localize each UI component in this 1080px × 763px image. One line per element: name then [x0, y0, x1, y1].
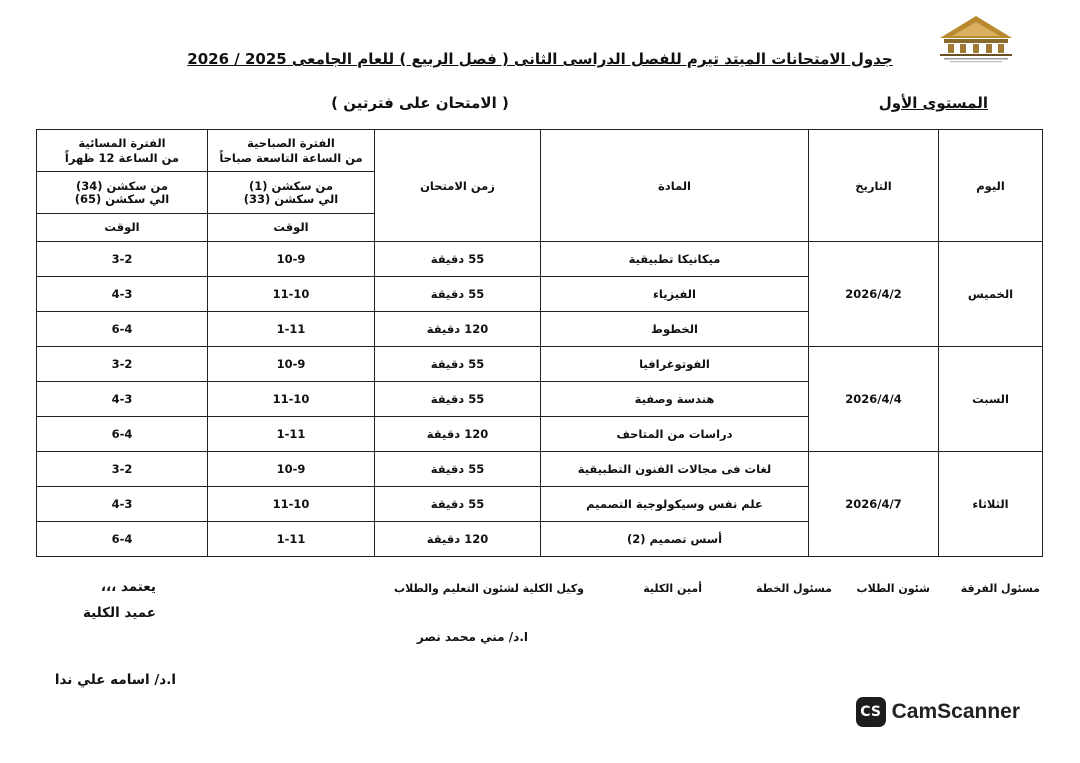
- header-day: اليوم: [939, 130, 1043, 242]
- evening-sections-from: من سكشن (34): [75, 178, 169, 193]
- evening-time-cell: 6-4: [37, 417, 208, 452]
- morning-sections: [208, 172, 375, 214]
- subject-cell: الخطوط: [541, 312, 809, 347]
- evening-time-cell: 4-3: [37, 277, 208, 312]
- header-subject: المادة: [541, 130, 809, 242]
- day-cell: السبت: [939, 347, 1043, 452]
- duration-cell: 120 دقيقة: [375, 312, 541, 347]
- duration-cell: 55 دقيقة: [375, 487, 541, 522]
- subject-cell: هندسة وصفية: [541, 382, 809, 417]
- morning-time-cell: 10-9: [208, 242, 375, 277]
- duration-cell: 55 دقيقة: [375, 452, 541, 487]
- faculty-secretary-signature: أمين الكلية: [643, 582, 702, 595]
- morning-time-cell: 1-11: [208, 312, 375, 347]
- evening-title: الفترة المسائية: [78, 135, 166, 150]
- subject-cell: لغات فى مجالات الفنون التطبيقية: [541, 452, 809, 487]
- morning-sections-from: من سكشن (1): [248, 178, 334, 193]
- morning-time-cell: 10-9: [208, 452, 375, 487]
- subject-cell: دراسات من المتاحف: [541, 417, 809, 452]
- faculty-logo: [930, 12, 1022, 64]
- date-cell: 2026/4/4: [809, 347, 939, 452]
- header-date: التاريخ: [809, 130, 939, 242]
- evening-sections: [37, 172, 208, 214]
- subject-cell: أسس تصميم (2): [541, 522, 809, 557]
- morning-time-cell: 1-11: [208, 522, 375, 557]
- duration-cell: 55 دقيقة: [375, 347, 541, 382]
- camscanner-watermark: [856, 697, 1020, 727]
- morning-time-cell: 11-10: [208, 487, 375, 522]
- camscanner-brand: CamScanner: [891, 700, 1020, 723]
- schedule-title: جدول الامتحانات الميتد تيرم للفصل الدراسى الثانى ( فصل الربيع ) للعام الجامعى 2025 / 2026: [187, 50, 893, 68]
- morning-time-cell: 11-10: [208, 382, 375, 417]
- subject-cell: الفيزياء: [541, 277, 809, 312]
- morning-time-cell: 1-11: [208, 417, 375, 452]
- class-officer-signature: مسئول الفرقة: [960, 582, 1040, 595]
- table-row: [37, 347, 1043, 382]
- exam-schedule-table: [36, 129, 1043, 557]
- approval-label: يعتمد ،،،: [100, 579, 156, 595]
- morning-subtitle: من الساعة التاسعة صباحاً: [219, 150, 363, 165]
- subject-cell: الفوتوغرافيا: [541, 347, 809, 382]
- header-morning: [208, 130, 375, 172]
- duration-cell: 120 دقيقة: [375, 522, 541, 557]
- dean-name: ا.د/ اسامه علي ندا: [54, 672, 176, 688]
- vice-dean-name: ا.د/ مني محمد نصر: [416, 630, 528, 644]
- evening-time-cell: 3-2: [37, 242, 208, 277]
- header-duration: زمن الامتحان: [375, 130, 541, 242]
- evening-subtitle: من الساعة 12 ظهراً: [64, 150, 180, 165]
- level-heading: المستوى الأول: [878, 94, 988, 112]
- evening-time-cell: 4-3: [37, 487, 208, 522]
- duration-cell: 55 دقيقة: [375, 382, 541, 417]
- morning-time-cell: 11-10: [208, 277, 375, 312]
- duration-cell: 120 دقيقة: [375, 417, 541, 452]
- duration-cell: 55 دقيقة: [375, 242, 541, 277]
- morning-time-label: الوقت: [208, 214, 375, 242]
- evening-time-cell: 6-4: [37, 312, 208, 347]
- student-affairs-signature: شئون الطلاب: [856, 582, 930, 595]
- subject-cell: علم نفس وسيكولوجية التصميم: [541, 487, 809, 522]
- table-row: [37, 452, 1043, 487]
- day-cell: الخميس: [939, 242, 1043, 347]
- date-cell: 2026/4/2: [809, 242, 939, 347]
- morning-sections-to: الي سكشن (33): [243, 191, 339, 206]
- subject-cell: ميكانيكا تطبيقية: [541, 242, 809, 277]
- evening-time-label: الوقت: [37, 214, 208, 242]
- evening-time-cell: 4-3: [37, 382, 208, 417]
- day-cell: الثلاثاء: [939, 452, 1043, 557]
- header-evening: [37, 130, 208, 172]
- periods-note: ( الامتحان على فترتين ): [331, 94, 509, 112]
- vice-dean-signature: وكيل الكلية لشئون التعليم والطلاب: [394, 582, 584, 595]
- table-row: [37, 242, 1043, 277]
- evening-time-cell: 3-2: [37, 347, 208, 382]
- evening-time-cell: 6-4: [37, 522, 208, 557]
- evening-sections-to: الي سكشن (65): [74, 191, 170, 206]
- plan-officer-signature: مسئول الخطة: [756, 582, 832, 595]
- morning-title: الفترة الصباحية: [247, 135, 335, 150]
- faculty-logo-icon: [930, 12, 1022, 64]
- table-header-row: [37, 130, 1043, 172]
- morning-time-cell: 10-9: [208, 347, 375, 382]
- date-cell: 2026/4/7: [809, 452, 939, 557]
- camscanner-logo-icon: CS: [856, 697, 886, 727]
- evening-time-cell: 3-2: [37, 452, 208, 487]
- duration-cell: 55 دقيقة: [375, 277, 541, 312]
- dean-title: عميد الكلية: [82, 605, 156, 621]
